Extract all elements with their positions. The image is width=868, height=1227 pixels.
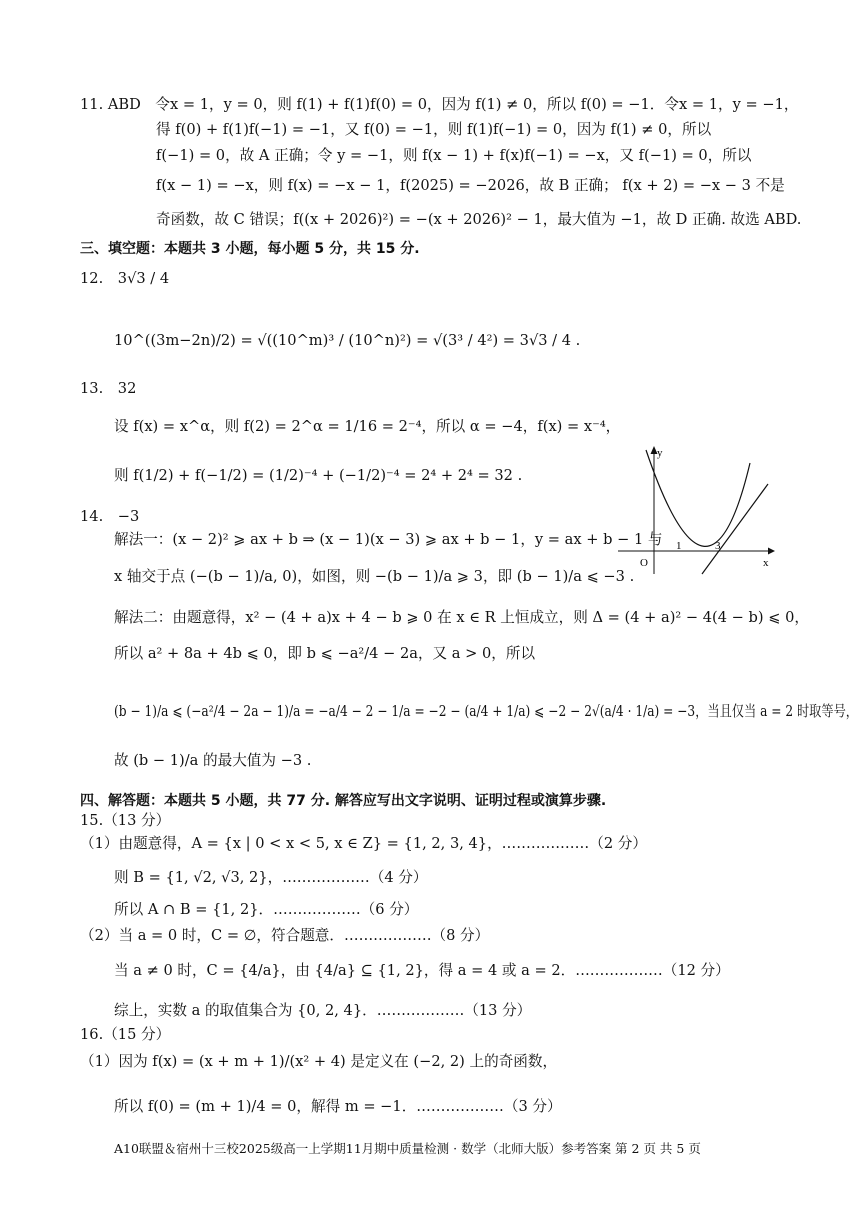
- q12-solution: 10^((3m−2n)/2) = √((10^m)³ / (10^n)²) = √(3³ / 4²) = 3√3 / 4 .: [114, 332, 581, 349]
- q15-part1-line-2: 则 B = {1, √2, √3, 2}，………………（4 分）: [114, 869, 428, 886]
- graph-origin-label: O: [640, 557, 648, 569]
- page-footer: A10联盟＆宿州十三校2025级高一上学期11月期中质量检测 · 数学（北师大版）参考答案 第 2 页 共 5 页: [114, 1141, 701, 1156]
- q14-method2-line-2: 所以 a² + 8a + 4b ⩽ 0，即 b ⩽ −a²/4 − 2a，又 a > 0，所以: [114, 645, 536, 662]
- q15-part2-line-1: （2）当 a = 0 时，C = ∅，符合题意．………………（8 分）: [80, 927, 490, 944]
- q14-method1-line-2: x 轴交于点 (−(b − 1)/a, 0)，如图，则 −(b − 1)/a ⩾ 3，即 (b − 1)/a ⩽ −3 .: [114, 568, 635, 585]
- q16-part1-line-1: （1）因为 f(x) = (x + m + 1)/(x² + 4) 是定义在 (−2, 2) 上的奇函数，: [80, 1053, 558, 1070]
- q15-part1-line-3: 所以 A ∩ B = {1, 2}．………………（6 分）: [114, 901, 419, 918]
- q12-answer: 12. 3√3 / 4: [80, 270, 170, 287]
- q15-part1-line-1: （1）由题意得，A = {x | 0 < x < 5, x ∈ Z} = {1, 2, 3, 4}，………………（2 分）: [80, 835, 647, 852]
- q13-solution-2: 则 f(1/2) + f(−1/2) = (1/2)⁻⁴ + (−1/2)⁻⁴ = 2⁴ + 2⁴ = 32 .: [114, 467, 523, 484]
- q15-part2-line-3: 综上，实数 a 的取值集合为 {0, 2, 4}．………………（13 分）: [114, 1002, 532, 1019]
- graph-tick-3-label: 3: [715, 540, 721, 552]
- q14-method2-line-1: 解法二：由题意得，x² − (4 + a)x + 4 − b ⩾ 0 在 x ∈ R 上恒成立，则 Δ = (4 + a)² − 4(4 − b) ⩽ 0，: [114, 609, 809, 626]
- q15-header: 15.（13 分）: [80, 812, 171, 829]
- q16-part1-line-2: 所以 f(0) = (m + 1)/4 = 0，解得 m = −1．………………（3 分）: [114, 1098, 562, 1115]
- q13-answer: 13. 32: [80, 380, 137, 397]
- graph-x-label: x: [763, 557, 769, 569]
- q11-line-5: 奇函数，故 C 错误；f((x + 2026)²) = −(x + 2026)² − 1，最大值为 −1，故 D 正确. 故选 ABD.: [156, 211, 802, 228]
- q11-line-2: 得 f(0) + f(1)f(−1) = −1，又 f(0) = −1，则 f(1)f(−1) = 0，因为 f(1) ≠ 0，所以: [156, 121, 712, 138]
- q11-line-3: f(−1) = 0，故 A 正确；令 y = −1，则 f(x − 1) + f(x)f(−1) = −x，又 f(−1) = 0，所以: [156, 147, 752, 164]
- q15-part2-line-2: 当 a ≠ 0 时，C = {4/a}，由 {4/a} ⊆ {1, 2}，得 a = 4 或 a = 2．………………（12 分）: [114, 962, 730, 979]
- graph-y-label: y: [657, 447, 663, 459]
- q11-line-1: 11. ABD 令x = 1，y = 0，则 f(1) + f(1)f(0) = 0，因为 f(1) ≠ 0，所以 f(0) = −1．令x = 1，y = −1，: [80, 96, 799, 113]
- section-3-heading: 三、填空题：本题共 3 小题，每小题 5 分，共 15 分.: [80, 241, 420, 257]
- q14-answer: 14. −3: [80, 508, 140, 525]
- q14-method2-line-3: (b − 1)/a ⩽ (−a²/4 − 2a − 1)/a = −a/4 − 2 − 1/a = −2 − (a/4 + 1/a) ⩽ −2 − 2√(a/4 · 1/a) = −3，当且仅当 a = 2 时取等号，: [114, 703, 858, 720]
- q11-line-4: f(x − 1) = −x，则 f(x) = −x − 1，f(2025) = −2026，故 B 正确； f(x + 2) = −x − 3 不是: [156, 177, 785, 194]
- q14-method1-line-1: 解法一：(x − 2)² ⩾ ax + b ⇒ (x − 1)(x − 3) ⩾ ax + b − 1，y = ax + b − 1 与: [114, 531, 663, 548]
- q14-method2-line-4: 故 (b − 1)/a 的最大值为 −3 .: [114, 752, 312, 769]
- q16-header: 16.（15 分）: [80, 1026, 171, 1043]
- parabola-line-graph: [618, 440, 776, 575]
- section-4-heading: 四、解答题：本题共 5 小题，共 77 分. 解答应写出文字说明、证明过程或演算步骤.: [80, 793, 607, 809]
- graph-tick-1-label: 1: [676, 540, 682, 552]
- q13-solution-1: 设 f(x) = x^α，则 f(2) = 2^α = 1/16 = 2⁻⁴，所以 α = −4，f(x) = x⁻⁴，: [114, 418, 621, 435]
